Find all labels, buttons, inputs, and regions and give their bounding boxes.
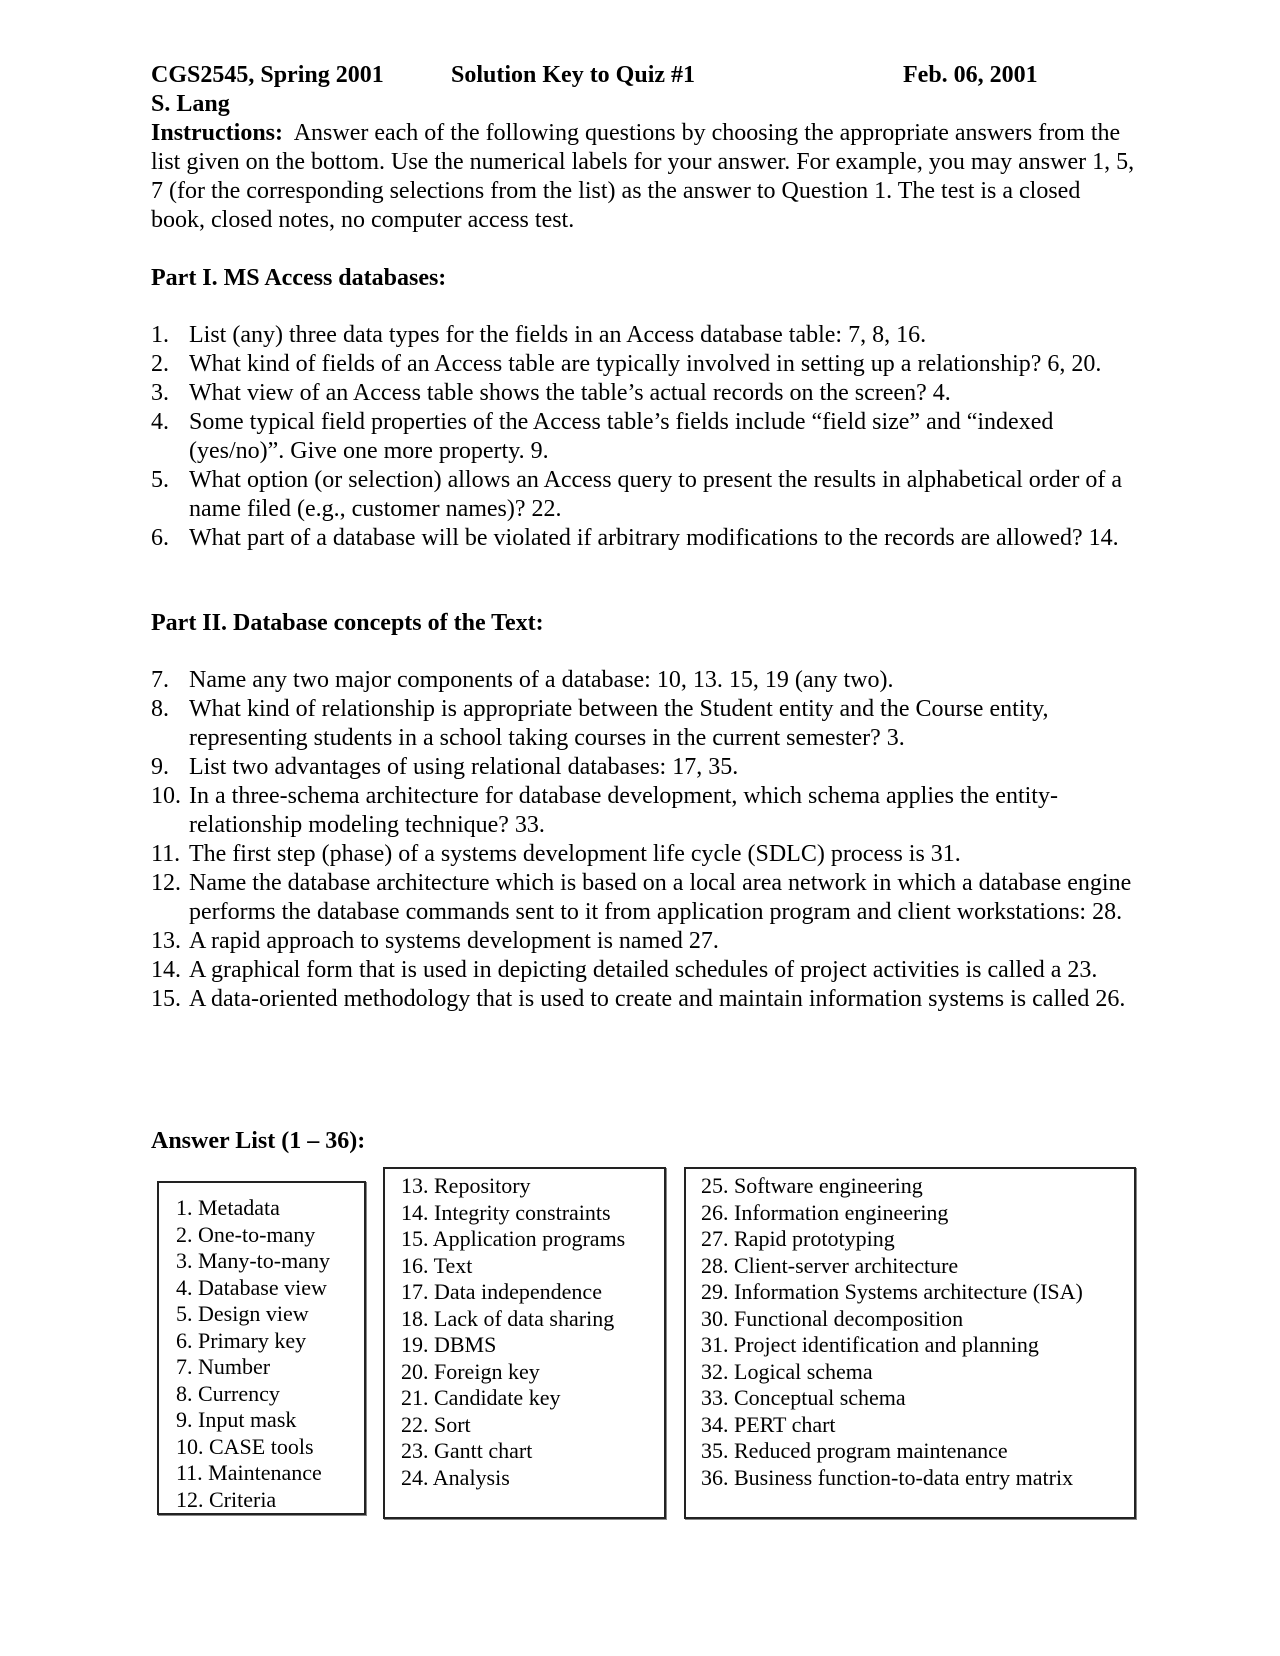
- question-number: 5.: [151, 467, 169, 493]
- answer-option: 31. Project identification and planning: [701, 1332, 1039, 1357]
- answer-option: 8. Currency: [176, 1380, 280, 1406]
- answer-option: 22. Sort: [401, 1411, 471, 1437]
- question-number: 13.: [151, 928, 181, 954]
- answer-option: 18. Lack of data sharing: [401, 1305, 615, 1331]
- answer-option: 7. Number: [176, 1354, 271, 1379]
- instructions-label: Instructions:: [151, 120, 284, 146]
- answer-option: 19. DBMS: [401, 1332, 497, 1357]
- question-text: A data-oriented methodology that is used to create and maintain information systems is called 26.: [189, 986, 1126, 1012]
- answer-option: 34. PERT chart: [701, 1411, 836, 1437]
- question-number: 6.: [151, 525, 169, 551]
- answer-option: 29. Information Systems architecture (ISA): [701, 1279, 1083, 1304]
- answer-option: 36. Business function-to-data entry matrix: [701, 1464, 1074, 1490]
- document-date: Feb. 06, 2001: [903, 62, 1038, 88]
- document-title: Solution Key to Quiz #1: [451, 62, 696, 88]
- question-item: [151, 956, 1141, 985]
- question-text: What option (or selection) allows an Access query to present the results in alphabetical order of a name filed (e.g., customer names)? 22.: [189, 467, 1123, 522]
- answer-option: 23. Gantt chart: [401, 1438, 533, 1463]
- answer-option: 32. Logical schema: [701, 1358, 873, 1384]
- question-item: [151, 350, 1141, 379]
- part2-question-list: [151, 666, 1141, 1014]
- question-item: [151, 524, 1141, 553]
- instructions: [151, 119, 1136, 235]
- answer-option: 28. Client-server architecture: [701, 1252, 959, 1278]
- answer-option: 16. Text: [401, 1252, 473, 1278]
- answer-option: 24. Analysis: [401, 1464, 510, 1490]
- question-item: [151, 840, 1141, 869]
- answer-option: 25. Software engineering: [701, 1173, 923, 1198]
- question-item: [151, 379, 1141, 408]
- answer-option: 9. Input mask: [176, 1407, 297, 1432]
- answer-option: 15. Application programs: [401, 1226, 626, 1251]
- answer-option: 14. Integrity constraints: [401, 1199, 611, 1225]
- question-text: A graphical form that is used in depicting detailed schedules of project activities is called a 23.: [189, 957, 1098, 983]
- question-number: 15.: [151, 986, 181, 1012]
- question-item: [151, 753, 1141, 782]
- part1-question-list: [151, 321, 1141, 553]
- question-item: [151, 408, 1141, 466]
- answer-option: 27. Rapid prototyping: [701, 1226, 895, 1251]
- answer-option: 13. Repository: [401, 1173, 531, 1198]
- author: S. Lang: [151, 91, 230, 117]
- question-number: 1.: [151, 322, 169, 348]
- instructions-text: Answer each of the following questions by choosing the appropriate answers from the list given on the bottom. Use the numerical labels for your answer. For example, you may answer 1, 5, 7 (for the corresponding selections from the list) as the answer to Question 1. The test is a closed book, closed notes, no computer access test.: [151, 120, 1135, 233]
- answer-option: 20. Foreign key: [401, 1358, 540, 1384]
- question-text: Some typical field properties of the Access table’s fields include “field size” and “indexed (yes/no)”. Give one more property. 9.: [189, 409, 1054, 464]
- question-number: 12.: [151, 870, 181, 896]
- answer-option: 21. Candidate key: [401, 1385, 561, 1410]
- answer-option: 11. Maintenance: [176, 1460, 322, 1485]
- question-number: 14.: [151, 957, 181, 983]
- answer-option: 6. Primary key: [176, 1327, 307, 1353]
- answer-option: 10. CASE tools: [176, 1433, 314, 1459]
- answer-option: 5. Design view: [176, 1301, 309, 1326]
- question-item: [151, 466, 1141, 524]
- question-text: List (any) three data types for the fields in an Access database table: 7, 8, 16.: [189, 322, 927, 348]
- answer-option: 2. One-to-many: [176, 1221, 316, 1247]
- question-item: [151, 869, 1141, 927]
- answer-option: 30. Functional decomposition: [701, 1305, 964, 1331]
- question-number: 2.: [151, 351, 169, 377]
- question-number: 10.: [151, 783, 181, 809]
- question-text: What kind of relationship is appropriate between the Student entity and the Course entity, representing students in a school taking courses in the current semester? 3.: [189, 696, 1049, 751]
- question-text: Name the database architecture which is based on a local area network in which a database engine performs the database commands sent to it from application program and client workstations: 28.: [189, 870, 1132, 925]
- answer-option: 3. Many-to-many: [176, 1248, 330, 1273]
- question-number: 4.: [151, 409, 169, 435]
- question-text: A rapid approach to systems development is named 27.: [189, 928, 719, 954]
- answer-option: 1. Metadata: [176, 1195, 280, 1220]
- answer-option: 4. Database view: [176, 1274, 327, 1300]
- question-item: [151, 927, 1141, 956]
- course-title: CGS2545, Spring 2001: [151, 62, 384, 88]
- question-item: [151, 321, 1141, 350]
- question-text: What part of a database will be violated if arbitrary modifications to the records are allowed? 14.: [189, 525, 1119, 551]
- answer-list-heading: Answer List (1 – 36):: [151, 1128, 366, 1154]
- part2-heading: Part II. Database concepts of the Text:: [151, 610, 544, 636]
- question-text: List two advantages of using relational databases: 17, 35.: [189, 754, 739, 780]
- question-number: 3.: [151, 380, 169, 406]
- question-text: Name any two major components of a database: 10, 13. 15, 19 (any two).: [189, 667, 894, 693]
- question-item: [151, 782, 1141, 840]
- answer-option: 33. Conceptual schema: [701, 1385, 906, 1410]
- question-number: 11.: [151, 841, 181, 867]
- question-text: What view of an Access table shows the table’s actual records on the screen? 4.: [189, 380, 951, 406]
- question-number: 9.: [151, 754, 169, 780]
- question-number: 7.: [151, 667, 169, 693]
- answer-option: 17. Data independence: [401, 1279, 602, 1304]
- answer-option: 35. Reduced program maintenance: [701, 1438, 1008, 1463]
- answer-box-1: [157, 1181, 366, 1515]
- question-item: [151, 666, 1141, 695]
- question-text: What kind of fields of an Access table are typically involved in setting up a relationship? 6, 20.: [189, 351, 1102, 377]
- question-number: 8.: [151, 696, 169, 722]
- question-item: [151, 985, 1141, 1014]
- question-text: The first step (phase) of a systems development life cycle (SDLC) process is 31.: [189, 841, 961, 867]
- question-item: [151, 695, 1141, 753]
- part1-heading: Part I. MS Access databases:: [151, 265, 447, 291]
- answer-option: 26. Information engineering: [701, 1199, 949, 1225]
- question-text: In a three-schema architecture for database development, which schema applies the entity-relationship modeling technique? 33.: [189, 783, 1058, 838]
- answer-box-3: [684, 1167, 1136, 1519]
- answer-option: 12. Criteria: [176, 1486, 277, 1512]
- answer-box-2: [383, 1167, 666, 1519]
